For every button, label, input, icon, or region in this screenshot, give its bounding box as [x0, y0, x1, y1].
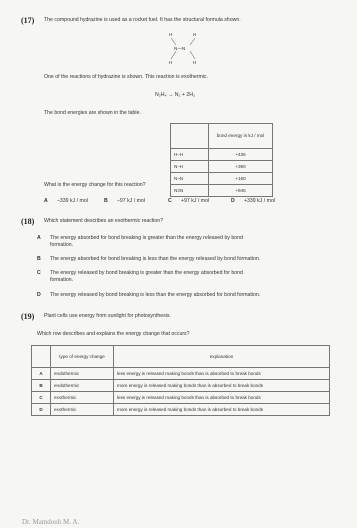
row-explanation: more energy is released making bonds than is absorbed to break bonds — [114, 380, 330, 392]
q18-option-a-letter[interactable]: A — [37, 235, 41, 241]
bond-energy-value: +160 — [209, 173, 273, 185]
energy-change-table — [31, 345, 330, 416]
question-17-stem: What is the energy change for this reaction? — [44, 182, 146, 188]
row-type: exothermic — [51, 392, 114, 404]
row-explanation: less energy is released making bonds than is absorbed to break bonds — [114, 392, 330, 404]
explanation-header: explanation — [114, 346, 330, 368]
bond-energy-table — [170, 123, 273, 197]
table-row — [171, 185, 273, 197]
q17-option-a-text[interactable]: –339 kJ / mol — [57, 198, 88, 204]
structure-h-bottom-left: H — [169, 60, 173, 65]
table-row — [171, 149, 273, 161]
question-17-reaction-intro: One of the reactions of hydrazine is shown. This reaction is exothermic. — [44, 74, 208, 80]
question-17-intro: The compound hydrazine is used as a rocket fuel. It has the structural formula shown. — [44, 17, 241, 23]
table-row[interactable] — [32, 404, 330, 416]
q17-option-d-letter[interactable]: D — [231, 198, 235, 204]
structure-h-bottom-right: H — [193, 60, 197, 65]
question-19-intro: Plant cells use energy from sunlight for photosynthesis. — [44, 313, 171, 319]
table-row[interactable] — [32, 380, 330, 392]
reaction-equation: N₂H₄ → N₂ + 2H₂ — [155, 92, 196, 98]
row-letter[interactable]: C — [32, 392, 51, 404]
structure-h-top-right: H — [193, 32, 197, 37]
bond-line — [171, 38, 176, 45]
q18-option-a-line1[interactable]: The energy absorbed for bond breaking is greater than the energy released by bond — [50, 235, 243, 241]
q18-option-c-line2[interactable]: formation. — [50, 277, 74, 283]
signature: Dr. Mamdouh M. A. — [22, 518, 80, 526]
q17-option-d-text[interactable]: +339 kJ / mol — [244, 198, 275, 204]
q17-option-c-text[interactable]: +97 kJ / mol — [181, 198, 210, 204]
bond-name: H–H — [171, 149, 209, 161]
row-letter[interactable]: A — [32, 368, 51, 380]
q18-option-d-line1[interactable]: The energy released by bond breaking is less than the energy absorbed for bond formation. — [50, 292, 261, 298]
table-row — [171, 173, 273, 185]
question-19-stem: Which row describes and explains the energy change that occurs? — [37, 331, 190, 337]
bond-energy-value: +945 — [209, 185, 273, 197]
q17-option-b-letter[interactable]: B — [104, 198, 108, 204]
row-letter[interactable]: D — [32, 404, 51, 416]
bond-name: N–N — [171, 173, 209, 185]
q18-option-b-letter[interactable]: B — [37, 256, 41, 262]
q18-option-c-line1[interactable]: The energy released by bond breaking is greater than the energy absorbed for bond — [50, 270, 243, 276]
bond-name: N≡N — [171, 185, 209, 197]
bond-name: N–H — [171, 161, 209, 173]
bond-energy-value: +390 — [209, 161, 273, 173]
row-explanation: more energy is released making bonds than is absorbed to break bonds — [114, 404, 330, 416]
type-header: type of energy change — [51, 346, 114, 368]
row-type: endothermic — [51, 368, 114, 380]
table-row[interactable] — [32, 392, 330, 404]
question-17-number: (17) — [21, 16, 35, 25]
hydrazine-structure — [168, 31, 198, 65]
q17-option-c-letter[interactable]: C — [168, 198, 172, 204]
bond-energy-value: +436 — [209, 149, 273, 161]
q17-option-b-text[interactable]: –97 kJ / mol — [117, 198, 145, 204]
table-row — [171, 161, 273, 173]
question-18-number: (18) — [21, 217, 35, 226]
bond-line — [190, 38, 195, 45]
structure-nn: N—N — [174, 46, 186, 51]
bond-line — [190, 51, 195, 59]
bond-line — [171, 51, 176, 59]
row-letter[interactable]: B — [32, 380, 51, 392]
question-18-stem: Which statement describes an exothermic reaction? — [44, 218, 164, 224]
question-17-table-intro: The bond energies are shown in the table. — [44, 110, 141, 116]
bond-energy-header: bond energy in kJ / mol — [209, 124, 273, 149]
row-type: exothermic — [51, 404, 114, 416]
q17-option-a-letter[interactable]: A — [44, 198, 48, 204]
bond-header-empty — [171, 124, 209, 149]
q18-option-b-line1[interactable]: The energy absorbed for bond breaking is less than the energy released by bond formation. — [50, 256, 261, 262]
q18-option-d-letter[interactable]: D — [37, 292, 41, 298]
question-19-number: (19) — [21, 312, 35, 321]
row-explanation: less energy is released making bonds than is absorbed to break bonds — [114, 368, 330, 380]
structure-h-top-left: H — [169, 32, 173, 37]
table-row[interactable] — [32, 368, 330, 380]
q18-option-c-letter[interactable]: C — [37, 270, 41, 276]
letter-header-empty — [32, 346, 51, 368]
q18-option-a-line2[interactable]: formation. — [50, 242, 74, 248]
row-type: endothermic — [51, 380, 114, 392]
